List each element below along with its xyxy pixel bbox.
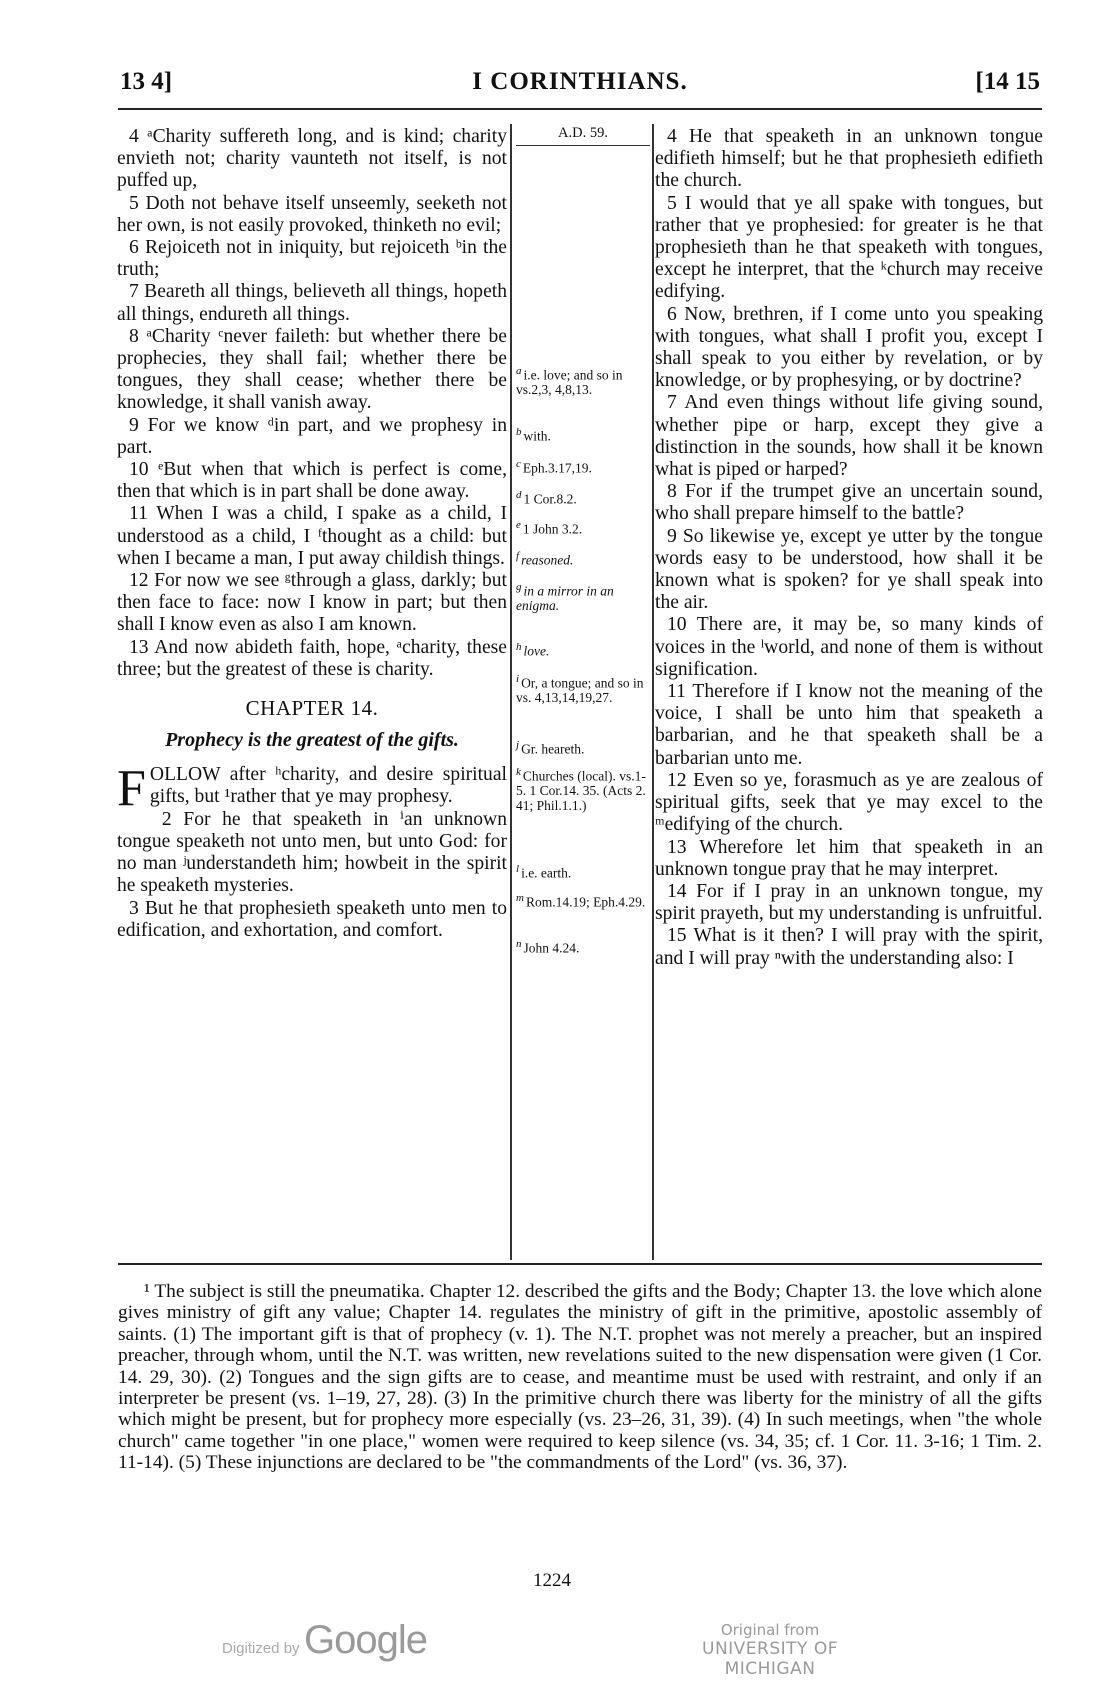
date-label: A.D. 59.	[558, 125, 608, 141]
original-from-text: Original from	[720, 1621, 820, 1639]
verse: 4 ᵃCharity suffereth long, and is kind; charity envieth not; charity vaunteth not itself, is not puffed up,	[117, 126, 507, 192]
margin-note-h: $^h$ love.	[516, 641, 550, 659]
page-number: 1224	[533, 1570, 571, 1591]
verse: 13 And now abideth faith, hope, ᵃcharity, these three; but the greatest of these is charity.	[117, 636, 507, 680]
footnote	[118, 1281, 1042, 1474]
date-rule	[516, 145, 650, 147]
header-left-reference: 13 4]	[120, 68, 173, 95]
margin-note-m: $^m$ Rom.14.19; Eph.4.29.	[516, 892, 646, 910]
verse: 8 For if the trumpet give an uncertain sound, who shall prepare himself to the battle?	[655, 481, 1043, 525]
header-rule	[118, 108, 1042, 110]
verse: 9 So likewise ye, except ye utter by the tongue words easy to be understood, how shall it be known what is spoken? for ye shall speak into the air.	[655, 525, 1043, 614]
margin-note-n: $^n$ John 4.24.	[516, 938, 580, 956]
chapter-subtitle: Prophecy is the greatest of the gifts.	[165, 729, 459, 752]
margin-note-j: $^j$ Gr. heareth.	[516, 739, 585, 757]
margin-note-k: $^k$ Churches (local). vs.1-5. 1 Cor.14. 35. (Acts 2. 41; Phil.1.1.)	[516, 766, 646, 813]
verse: 15 What is it then? I will pray with the spirit, and I will pray ⁿwith the understanding also: I	[655, 925, 1043, 969]
chapter-heading: CHAPTER 14.	[245, 696, 379, 721]
header-right-reference: [14 15	[975, 68, 1040, 95]
verse: 12 For now we see ᵍthrough a glass, darkly; but then face to face: now I know in part; but then shall I know even as also I am known.	[117, 570, 507, 636]
verse: OLLOW after ʰcharity, and desire spiritual gifts, but ¹rather that ye may prophesy.	[149, 764, 507, 808]
verse: 10 There are, it may be, so many kinds of voices in the ˡworld, and none of them is without signification.	[655, 614, 1043, 680]
original-from-watermark	[660, 1621, 880, 1679]
margin-note-a: $^a$ i.e. love; and so in vs.2,3, 4,8,13.	[516, 365, 623, 397]
verse: 5 I would that ye all spake with tongues, but rather that ye prophesied: for greater is he that prophesieth than he that speaketh with tongues, except he interpret, that the ᵏchurch may receive edifying.	[655, 192, 1043, 303]
verse: 7 And even things without life giving sound, whether pipe or harp, except they give a distinction in the sounds, how shall it be known what is piped or harped?	[655, 392, 1043, 481]
margin-note-f: $^f$ reasoned.	[516, 550, 574, 568]
verse: 2 For he that speaketh in ⁱan unknown tongue speaketh not unto men, but unto God: for no man ʲunderstandeth him; howbeit in the spirit he speaketh mysteries.	[117, 808, 507, 897]
digitized-by-watermark	[222, 1618, 427, 1663]
footnote-rule	[118, 1263, 1042, 1265]
chapter-opening-verse	[117, 760, 507, 818]
margin-note-i: $^i$ Or, a tongue; and so in vs. 4,13,14,19,27.	[516, 673, 644, 705]
margin-note-d: $^d$ 1 Cor.8.2.	[516, 489, 577, 507]
verse: 12 Even so ye, forasmuch as ye are zealous of spiritual gifts, seek that ye may excel to the ᵐedifying of the church.	[655, 769, 1043, 836]
verse: 11 When I was a child, I spake as a child, I understood as a child, I ᶠthought as a child: but when I became a man, I put away childish things.	[117, 503, 507, 569]
left-text-column	[117, 126, 507, 942]
verse: 11 Therefore if I know not the meaning of the voice, I shall be unto him that speaketh a barbarian, and he that speaketh shall be a barbarian unto me.	[655, 681, 1043, 769]
margin-note-g: $^g$ in a mirror in an enigma.	[516, 581, 614, 613]
digitized-by-text: Digitized by	[222, 1640, 300, 1657]
footnote-text: ¹ The subject is still the pneumatika. Chapter 12. described the gifts and the Body; Chapter 13. the love which alone gives ministry of gift any value; Chapter 14. regulates the ministry of gift in the primitive, apostolic assembly of saints. (1) The important gift is that of prophecy (v. 1). The N.T. prophet was not merely a preacher, but an inspired preacher, through whom, until the N.T. was written, new revelations suited to the new dispensation were given (1 Cor. 14. 29, 30). (2) Tongues and the sign gifts are to cease, and meantime must be used with restraint, and only if an interpreter be present (vs. 1–19, 27, 28). (3) In the primitive church there was liberty for the ministry of all the gifts which might be present, but for prophecy more especially (vs. 23–26, 31, 39). (4) In such meetings, when "the whole church" came together "in one place," women were required to keep silence (vs. 34, 35; cf. 1 Cor. 11. 3-16; 1 Tim. 2. 11-14). (5) These injunctions are declared to be "the commandments of the Lord" (vs. 36, 37).	[118, 1281, 1042, 1474]
verse: 10 ᵉBut when that which is perfect is come, then that which is in part shall be done away.	[117, 459, 507, 503]
column-divider-right	[652, 124, 654, 1260]
margin-note-e: $^e$ 1 John 3.2.	[516, 519, 583, 537]
verse: 5 Doth not behave itself unseemly, seeketh not her own, is not easily provoked, thinketh no evil;	[117, 192, 507, 236]
institution-name: UNIVERSITY OF MICHIGAN	[702, 1639, 838, 1679]
running-header	[120, 68, 1040, 102]
header-book-title: I CORINTHIANS.	[472, 68, 688, 95]
google-logo: Google	[304, 1618, 427, 1662]
right-text-column	[655, 126, 1043, 970]
margin-note-b: $^b$ with.	[516, 426, 551, 444]
column-divider-left	[510, 124, 512, 1260]
verse: 9 For we know ᵈin part, and we prophesy in part.	[117, 414, 507, 458]
verse: 14 For if I pray in an unknown tongue, my spirit prayeth, but my understanding is unfruitful.	[655, 880, 1043, 925]
verse: 8 ᵃCharity ᶜnever faileth: but whether there be prophecies, they shall fail; whether there be tongues, they shall cease; whether there be knowledge, it shall vanish away.	[117, 325, 507, 414]
margin-note-c: $^c$ Eph.3.17,19.	[516, 458, 592, 476]
verse: 7 Beareth all things, believeth all things, hopeth all things, endureth all things.	[117, 281, 507, 325]
reference-column	[516, 126, 650, 146]
verse: 4 He that speaketh in an unknown tongue edifieth himself; but he that prophesieth edifieth the church.	[655, 126, 1043, 192]
verse: 6 Rejoiceth not in iniquity, but rejoiceth ᵇin the truth;	[117, 237, 507, 281]
verse: 3 But he that prophesieth speaketh unto men to edification, and exhortation, and comfort.	[117, 897, 507, 941]
margin-note-l: $^l$ i.e. earth.	[516, 863, 572, 881]
drop-cap: F	[117, 760, 146, 818]
verse: 13 Wherefore let him that speaketh in an unknown tongue pray that he may interpret.	[655, 836, 1043, 880]
verse: 6 Now, brethren, if I come unto you speaking with tongues, what shall I profit you, except I shall speak to you either by revelation, or by knowledge, or by prophesying, or by doctrine?	[655, 303, 1043, 392]
